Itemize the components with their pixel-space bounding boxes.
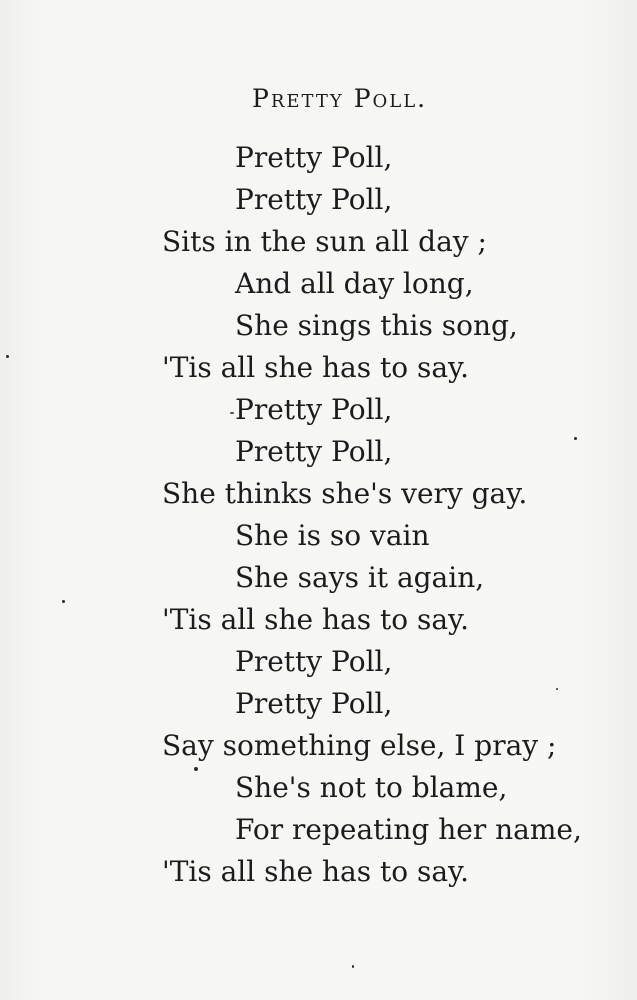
- poem-line: For repeating her name,: [235, 813, 582, 846]
- poem-line: Sits in the sun all day ;: [162, 225, 487, 258]
- poem-title: Pretty Poll.: [252, 84, 428, 113]
- print-speck: [352, 965, 354, 968]
- print-speck: [574, 437, 577, 440]
- poem-line: Pretty Poll,: [235, 435, 393, 468]
- poem-line: Pretty Poll,: [235, 687, 393, 720]
- poem-line: Say something else, I pray ;: [162, 729, 557, 762]
- print-speck: [230, 412, 234, 414]
- print-speck: [194, 767, 198, 771]
- poem-line: She says it again,: [235, 561, 485, 594]
- poem-line: Pretty Poll,: [235, 183, 393, 216]
- poem-line: She's not to blame,: [235, 771, 508, 804]
- poem-line: Pretty Poll,: [235, 645, 393, 678]
- poem-line: 'Tis all she has to say.: [162, 351, 470, 384]
- poem-line: She sings this song,: [235, 309, 518, 342]
- poem-line: 'Tis all she has to say.: [162, 855, 470, 888]
- poem-line: 'Tis all she has to say.: [162, 603, 470, 636]
- poem-line: Pretty Poll,: [235, 393, 393, 426]
- poem-line: Pretty Poll,: [235, 141, 393, 174]
- poem-line: And all day long,: [235, 267, 474, 300]
- print-speck: [62, 600, 65, 603]
- print-speck: [556, 688, 558, 690]
- poem-line: She is so vain: [235, 519, 430, 552]
- print-speck: [6, 355, 9, 358]
- poem-line: She thinks she's very gay.: [162, 477, 528, 510]
